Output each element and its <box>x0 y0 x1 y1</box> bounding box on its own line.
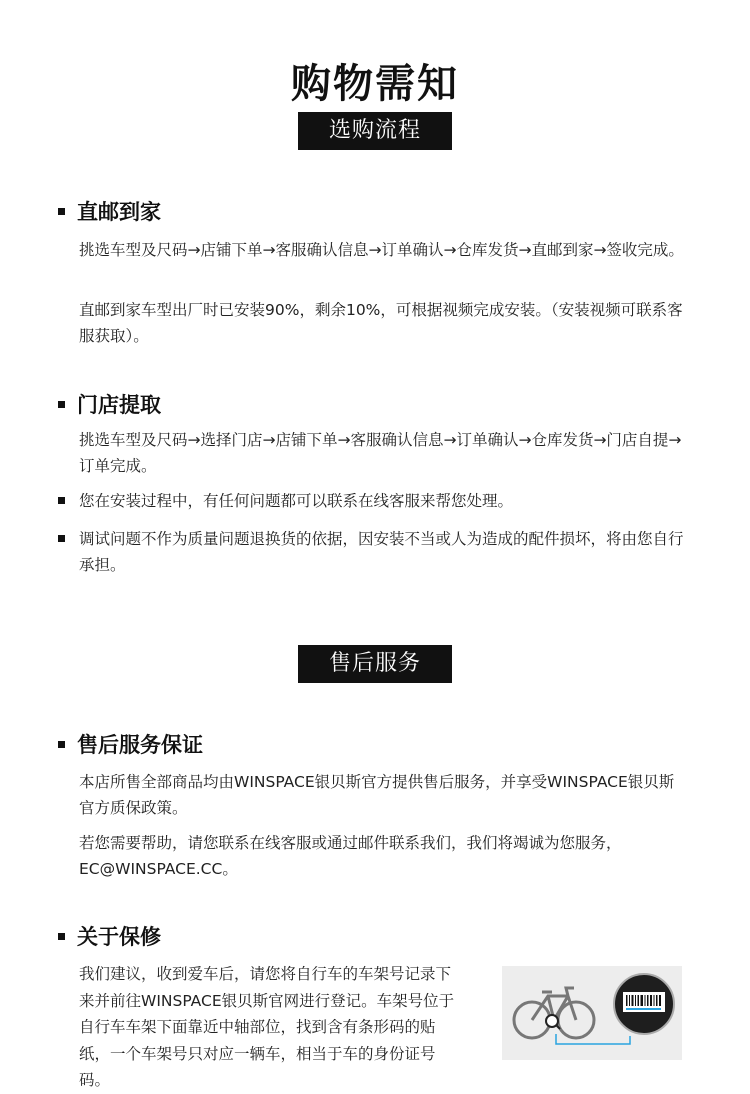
repair-heading-text: 关于保修 <box>77 925 161 949</box>
direct-heading-text: 直邮到家 <box>77 200 161 224</box>
bullet-square-icon <box>58 208 65 215</box>
store-flow-text: 挑选车型及尺码→选择门店→店铺下单→客服确认信息→订单确认→仓库发货→门店自提→订单完成。 <box>79 431 682 475</box>
frame-number-illustration <box>502 966 682 1060</box>
page-title: 购物需知 <box>291 61 459 107</box>
bullet-square-icon <box>58 933 65 940</box>
bullet-text: 您在安装过程中，有任何问题都可以联系在线客服来帮您处理。 <box>79 492 514 510</box>
repair-heading <box>58 921 161 951</box>
store-heading <box>58 389 161 419</box>
bicycle-icon <box>514 988 594 1038</box>
bullet-square-icon <box>58 535 65 542</box>
bullet-square-icon <box>58 497 65 504</box>
guarantee-heading <box>58 729 203 759</box>
direct-flow-text: 挑选车型及尺码→店铺下单→客服确认信息→订单确认→仓库发货→直邮到家→签收完成。 <box>79 241 684 259</box>
bullet-square-icon <box>58 741 65 748</box>
repair-text: 我们建议，收到爱车后，请您将自行车的车架号记录下来并前往WINSPACE银贝斯官网进行登记。车架号位于自行车车架下面靠近中轴部位，找到含有条形码的贴纸，一个车架号只对应一辆车，相当于车的身份证号码。 <box>79 965 455 1089</box>
barcode-icon <box>614 974 674 1034</box>
guarantee-p1-text: 本店所售全部商品均由WINSPACE银贝斯官方提供售后服务，并享受WINSPACE银贝斯官方质保政策。 <box>79 773 675 817</box>
bullet-item <box>58 488 688 514</box>
guarantee-p2-text: 若您需要帮助，请您联系在线客服或通过邮件联系我们，我们将竭诚为您服务，EC@WINSPACE.CC。 <box>79 834 622 878</box>
store-heading-text: 门店提取 <box>77 393 161 417</box>
bullet-text: 调试问题不作为质量问题退换货的依据，因安装不当或人为造成的配件损坏，将由您自行承担。 <box>79 530 684 574</box>
guarantee-heading-text: 售后服务保证 <box>77 733 203 757</box>
aftersale-banner: 售后服务 <box>298 645 452 683</box>
purchase-banner: 选购流程 <box>298 112 452 150</box>
direct-note-text: 直邮到家车型出厂时已安装90%，剩余10%，可根据视频完成安装。（安装视频可联系客服获取）。 <box>79 301 683 345</box>
direct-heading <box>58 196 161 226</box>
bullet-item <box>58 526 688 578</box>
bullet-square-icon <box>58 401 65 408</box>
